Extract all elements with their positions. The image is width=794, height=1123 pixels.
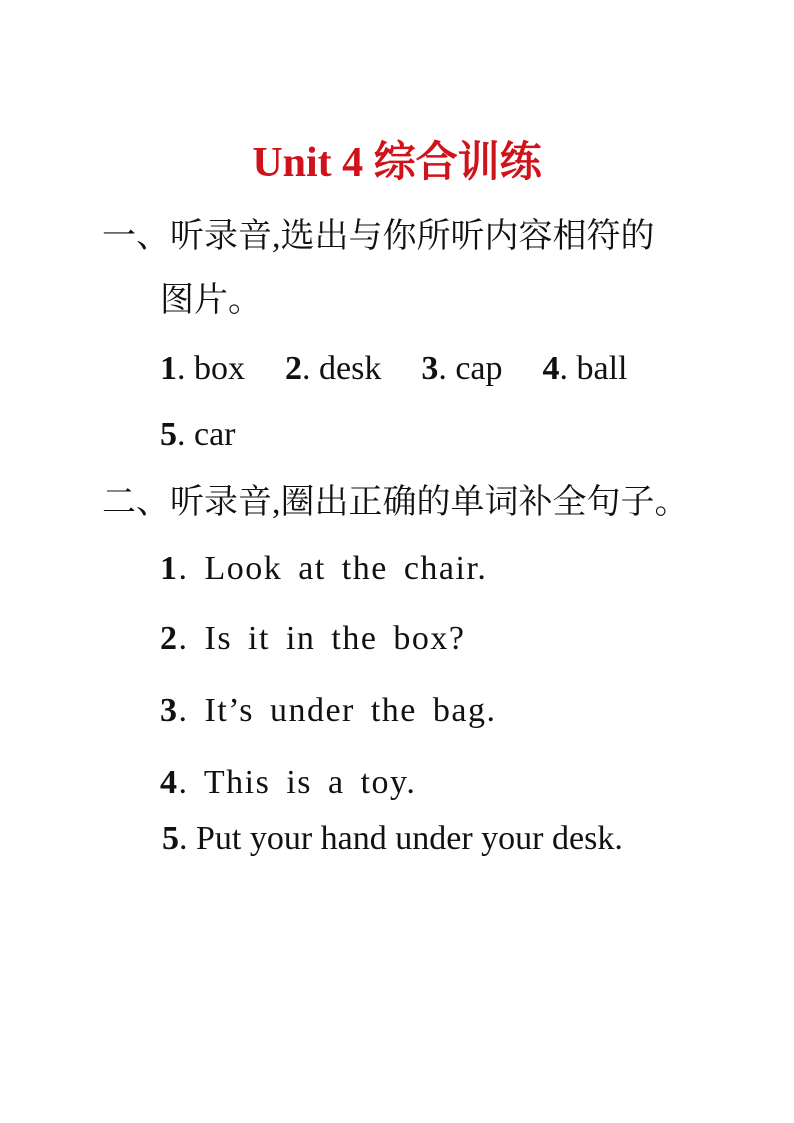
item-number: 5 bbox=[162, 820, 179, 857]
item-number: 4 bbox=[542, 350, 560, 387]
sentence-text: . It’s under the bag. bbox=[178, 692, 497, 729]
word-text: . box bbox=[177, 350, 245, 387]
item-number: 3 bbox=[421, 350, 439, 387]
word-text: . ball bbox=[559, 350, 628, 387]
item-number: 4 bbox=[160, 764, 179, 801]
section1-heading: 一、听录音,选出与你所听内容相符的 bbox=[102, 218, 655, 255]
item-number: 2 bbox=[285, 350, 302, 387]
word-item-4 bbox=[543, 350, 628, 387]
item-number: 1 bbox=[160, 350, 177, 387]
sentence-text: . Is it in the box? bbox=[178, 620, 466, 657]
word-text: . cap bbox=[438, 350, 503, 387]
sentence-text: . Put your hand under your desk. bbox=[179, 820, 623, 857]
section2-heading: 二、听录音,圈出正确的单词补全句子。 bbox=[102, 484, 689, 521]
word-text: . desk bbox=[302, 350, 382, 387]
item-number: 2 bbox=[160, 620, 179, 657]
sentence-text: . This is a toy. bbox=[178, 764, 417, 801]
word-text: . car bbox=[177, 416, 236, 453]
sentence-item-2 bbox=[160, 618, 466, 660]
word-item-3 bbox=[421, 350, 502, 387]
sentence-item-5 bbox=[162, 818, 623, 860]
sentence-item-4 bbox=[160, 762, 416, 804]
sentence-item-3 bbox=[160, 690, 497, 732]
sentence-text: . Look at the chair. bbox=[178, 550, 488, 587]
word-item-5 bbox=[160, 414, 236, 456]
word-item-1 bbox=[160, 350, 245, 387]
section1-heading-continued: 图片。 bbox=[160, 282, 262, 319]
item-number: 5 bbox=[160, 416, 177, 453]
item-number: 1 bbox=[160, 550, 179, 587]
page-title: Unit 4 综合训练 bbox=[252, 140, 542, 186]
word-item-2 bbox=[285, 350, 381, 387]
section1-word-row bbox=[160, 348, 628, 390]
item-number: 3 bbox=[160, 692, 179, 729]
sentence-item-1 bbox=[160, 548, 487, 590]
